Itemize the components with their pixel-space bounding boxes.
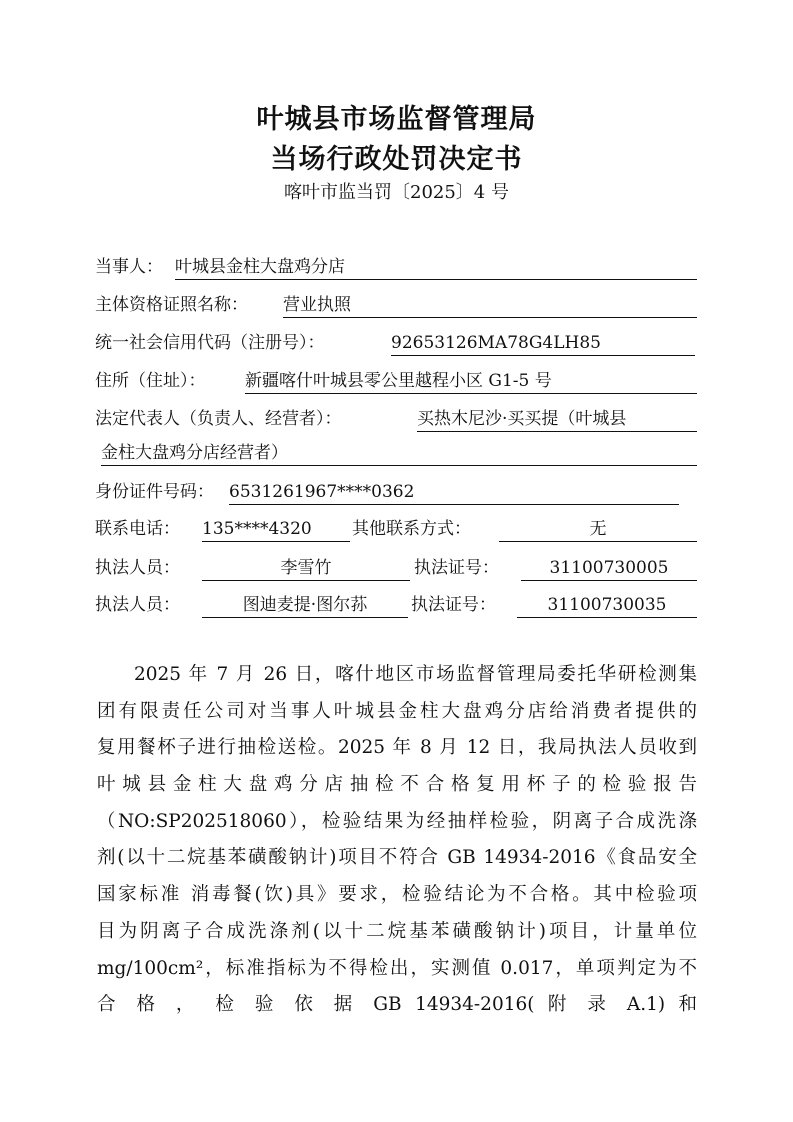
officer-row bbox=[95, 592, 700, 618]
officer-name: 李雪竹 bbox=[202, 555, 410, 581]
id-field bbox=[95, 479, 700, 505]
body-line: 团有限责任公司对当事人叶城县金柱大盘鸡分店给消费者提供的 bbox=[97, 700, 697, 722]
officer-label: 执法人员： bbox=[95, 558, 180, 578]
party-label: 当事人： bbox=[95, 257, 163, 277]
credit-code-field bbox=[95, 330, 700, 356]
party-field bbox=[95, 254, 700, 280]
legal-rep-field bbox=[95, 406, 700, 432]
body-line: （NO:SP202518060），检验结果为经抽样检验，阴离子合成洗涤 bbox=[97, 810, 697, 832]
officer-cert-label: 执法证号： bbox=[411, 595, 496, 615]
document-title-line1: 叶城县市场监督管理局 bbox=[256, 104, 537, 135]
id-label: 身份证件号码： bbox=[95, 482, 214, 502]
party-value: 叶城县金柱大盘鸡分店 bbox=[175, 254, 697, 280]
other-contact-value: 无 bbox=[499, 516, 697, 542]
officer-row bbox=[95, 555, 700, 581]
legal-rep-value-line1: 买热木尼沙·买买提（叶城县 bbox=[417, 406, 697, 432]
phone-label: 联系电话： bbox=[95, 519, 180, 539]
credit-code-value: 92653126MA78G4LH85 bbox=[391, 330, 695, 356]
phone-field bbox=[95, 516, 700, 542]
license-field bbox=[95, 292, 700, 318]
officer-cert-no: 31100730005 bbox=[521, 555, 697, 581]
officer-name: 图迪麦提·图尔荪 bbox=[202, 592, 408, 618]
address-value: 新疆喀什叶城县零公里越程小区 G1-5 号 bbox=[245, 368, 697, 394]
document-title-line2: 当场行政处罚决定书 bbox=[270, 144, 523, 175]
officer-cert-no: 31100730035 bbox=[517, 592, 697, 618]
address-field bbox=[95, 368, 700, 394]
phone-value: 135****4320 bbox=[202, 516, 350, 542]
body-paragraph bbox=[97, 657, 697, 1024]
officer-cert-label: 执法证号： bbox=[414, 558, 499, 578]
body-line: mg/100cm²，标准指标为不得检出，实测值 0.017，单项判定为不 bbox=[97, 957, 697, 979]
credit-code-label: 统一社会信用代码（注册号）： bbox=[95, 333, 325, 353]
legal-rep-field-continued bbox=[95, 440, 700, 466]
body-line: 复用餐杯子进行抽检送检。2025 年 8 月 12 日，我局执法人员收到 bbox=[97, 737, 697, 759]
body-line: 合 格 ， 检 验 依 据 GB 14934-2016( 附 录 A.1) 和 bbox=[97, 994, 697, 1016]
body-line: 国家标准 消毒餐(饮)具》要求，检验结论为不合格。其中检验项 bbox=[97, 884, 697, 906]
id-value: 6531261967****0362 bbox=[229, 479, 679, 505]
legal-rep-label: 法定代表人（负责人、经营者）： bbox=[95, 409, 342, 429]
address-label: 住所（住址）： bbox=[95, 371, 206, 391]
document-number: 喀叶市监当罚〔2025〕4 号 bbox=[284, 182, 509, 203]
legal-rep-value-line2: 金柱大盘鸡分店经营者） bbox=[101, 440, 697, 466]
license-label: 主体资格证照名称： bbox=[95, 295, 248, 315]
body-line: 叶城县金柱大盘鸡分店抽检不合格复用杯子的检验报告 bbox=[97, 774, 697, 796]
body-line: 剂(以十二烷基苯磺酸钠计)项目不符合 GB 14934-2016《食品安全 bbox=[97, 847, 697, 869]
body-line: 目为阴离子合成洗涤剂(以十二烷基苯磺酸钠计)项目，计量单位 bbox=[97, 920, 698, 942]
officer-label: 执法人员： bbox=[95, 595, 180, 615]
body-line: 2025 年 7 月 26 日，喀什地区市场监督管理局委托华研检测集 bbox=[134, 664, 697, 685]
license-value: 营业执照 bbox=[283, 292, 697, 318]
other-contact-label: 其他联系方式： bbox=[352, 519, 471, 539]
